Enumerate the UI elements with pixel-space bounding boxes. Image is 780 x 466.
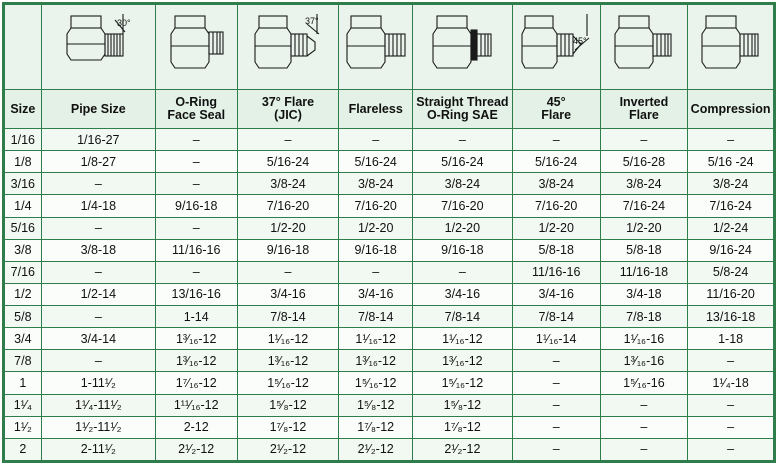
cell-pipe-size: 1/4-18 (41, 195, 155, 217)
pipe-fitting-icon (63, 10, 133, 84)
cell-compression: – (688, 438, 774, 460)
cell-size: 1/16 (5, 129, 42, 151)
column-header-straight-thread-oring-sae: Straight Thread O-Ring SAE (412, 90, 512, 129)
table-row (5, 217, 774, 239)
cell-flareless: 1³⁄₁₆-12 (339, 350, 412, 372)
table-row (5, 283, 774, 305)
cell-flareless: 1/2-20 (339, 217, 412, 239)
column-header-inverted-flare: Inverted Flare (600, 90, 688, 129)
thread-size-rows (5, 129, 774, 461)
icon-cell (41, 5, 155, 90)
cell-inverted-flare: 3/8-24 (600, 173, 688, 195)
cell-size: 5/16 (5, 217, 42, 239)
cell-flareless: 7/16-20 (339, 195, 412, 217)
cell-size: 3/8 (5, 239, 42, 261)
cell-compression: 11/16-20 (688, 283, 774, 305)
svg-text:45°: 45° (573, 36, 587, 46)
cell-37-flare: 3/4-16 (237, 283, 339, 305)
cell-size: 1 (5, 372, 42, 394)
cell-flareless: 7/8-14 (339, 306, 412, 328)
cell-oring-face-seal: – (155, 129, 237, 151)
table-row (5, 328, 774, 350)
cell-oring-face-seal: 1³⁄₁₆-12 (155, 350, 237, 372)
cell-45-flare: 1/2-20 (512, 217, 600, 239)
table-row (5, 261, 774, 283)
column-header-compression: Compression (688, 90, 774, 129)
icon-cell (600, 5, 688, 90)
cell-pipe-size: – (41, 217, 155, 239)
cell-oring-face-seal: 1⁷⁄₁₆-12 (155, 372, 237, 394)
cell-flareless: – (339, 261, 412, 283)
table-row (5, 239, 774, 261)
straight-thread-oring-fitting-icon (427, 10, 497, 84)
cell-size: 1/2 (5, 283, 42, 305)
cell-45-flare: 3/4-16 (512, 283, 600, 305)
cell-size: 3/4 (5, 328, 42, 350)
cell-inverted-flare: – (600, 438, 688, 460)
table-row (5, 438, 774, 460)
table-row (5, 151, 774, 173)
cell-37-flare: 9/16-18 (237, 239, 339, 261)
cell-pipe-size: 1-11¹⁄₂ (41, 372, 155, 394)
cell-flareless: 1⁵⁄₁₆-12 (339, 372, 412, 394)
column-header-row (5, 90, 774, 129)
cell-inverted-flare: – (600, 129, 688, 151)
cell-compression: 1¹⁄₄-18 (688, 372, 774, 394)
cell-size: 1/4 (5, 195, 42, 217)
cell-oring-face-seal: – (155, 173, 237, 195)
cell-compression: – (688, 350, 774, 372)
cell-oring-face-seal: – (155, 151, 237, 173)
cell-straight-thread-oring-sae: 1⁵⁄₁₆-12 (412, 372, 512, 394)
table-row (5, 195, 774, 217)
icon-cell (512, 5, 600, 90)
cell-flareless: 1⁷⁄₈-12 (339, 416, 412, 438)
table-row (5, 372, 774, 394)
cell-37-flare: 1³⁄₁₆-12 (237, 350, 339, 372)
cell-37-flare: 1⁵⁄₈-12 (237, 394, 339, 416)
oring-face-seal-fitting-icon (161, 10, 231, 84)
table-row (5, 129, 774, 151)
cell-inverted-flare: 1³⁄₁₆-16 (600, 350, 688, 372)
cell-pipe-size: 3/4-14 (41, 328, 155, 350)
cell-inverted-flare: – (600, 394, 688, 416)
table-row (5, 350, 774, 372)
cell-inverted-flare: 3/4-18 (600, 283, 688, 305)
cell-compression: 1-18 (688, 328, 774, 350)
cell-inverted-flare: 11/16-18 (600, 261, 688, 283)
flare-45-fitting-icon (521, 10, 591, 84)
cell-straight-thread-oring-sae: 2¹⁄₂-12 (412, 438, 512, 460)
icon-cell (339, 5, 412, 90)
column-header-size: Size (5, 90, 42, 129)
cell-37-flare: 1⁵⁄₁₆-12 (237, 372, 339, 394)
cell-45-flare: – (512, 416, 600, 438)
cell-45-flare: 5/16-24 (512, 151, 600, 173)
cell-pipe-size: 3/8-18 (41, 239, 155, 261)
cell-37-flare: 5/16-24 (237, 151, 339, 173)
cell-45-flare: – (512, 372, 600, 394)
flare-37-fitting-icon (253, 10, 323, 84)
thread-size-chart (2, 2, 776, 463)
cell-size: 1¹⁄₄ (5, 394, 42, 416)
cell-37-flare: 7/16-20 (237, 195, 339, 217)
cell-flareless: 3/4-16 (339, 283, 412, 305)
cell-37-flare: 1/2-20 (237, 217, 339, 239)
cell-flareless: – (339, 129, 412, 151)
cell-37-flare: 1¹⁄₁₆-12 (237, 328, 339, 350)
cell-37-flare: – (237, 129, 339, 151)
flareless-fitting-icon (341, 10, 411, 84)
cell-compression: 5/16 -24 (688, 151, 774, 173)
cell-pipe-size: – (41, 350, 155, 372)
inverted-flare-fitting-icon (609, 10, 679, 84)
cell-compression: 9/16-24 (688, 239, 774, 261)
cell-straight-thread-oring-sae: – (412, 129, 512, 151)
cell-inverted-flare: 1¹⁄₁₆-16 (600, 328, 688, 350)
cell-45-flare: 7/16-20 (512, 195, 600, 217)
cell-inverted-flare: 1/2-20 (600, 217, 688, 239)
cell-pipe-size: 1/8-27 (41, 151, 155, 173)
cell-37-flare: 7/8-14 (237, 306, 339, 328)
table-row (5, 394, 774, 416)
svg-text:37°: 37° (304, 16, 319, 26)
cell-flareless: 9/16-18 (339, 239, 412, 261)
cell-pipe-size: 1/2-14 (41, 283, 155, 305)
cell-45-flare: 1¹⁄₁₆-14 (512, 328, 600, 350)
cell-oring-face-seal: 2¹⁄₂-12 (155, 438, 237, 460)
column-header-45-flare: 45° Flare (512, 90, 600, 129)
cell-compression: 1/2-24 (688, 217, 774, 239)
cell-45-flare: 7/8-14 (512, 306, 600, 328)
cell-straight-thread-oring-sae: 3/8-24 (412, 173, 512, 195)
cell-straight-thread-oring-sae: – (412, 261, 512, 283)
cell-flareless: 1¹⁄₁₆-12 (339, 328, 412, 350)
cell-compression: – (688, 394, 774, 416)
svg-text:30°: 30° (117, 18, 131, 28)
cell-45-flare: 3/8-24 (512, 173, 600, 195)
cell-oring-face-seal: 13/16-16 (155, 283, 237, 305)
cell-straight-thread-oring-sae: 9/16-18 (412, 239, 512, 261)
cell-inverted-flare: 7/16-24 (600, 195, 688, 217)
cell-compression: 3/8-24 (688, 173, 774, 195)
cell-size: 1/8 (5, 151, 42, 173)
cell-flareless: 1⁵⁄₈-12 (339, 394, 412, 416)
icon-cell (412, 5, 512, 90)
cell-straight-thread-oring-sae: 3/4-16 (412, 283, 512, 305)
cell-straight-thread-oring-sae: 5/16-24 (412, 151, 512, 173)
cell-pipe-size: – (41, 261, 155, 283)
cell-inverted-flare: 1⁵⁄₁₆-16 (600, 372, 688, 394)
cell-compression: 13/16-18 (688, 306, 774, 328)
cell-45-flare: – (512, 394, 600, 416)
cell-size: 5/8 (5, 306, 42, 328)
cell-compression: – (688, 129, 774, 151)
column-header-flareless: Flareless (339, 90, 412, 129)
cell-oring-face-seal: 1¹¹⁄₁₆-12 (155, 394, 237, 416)
cell-oring-face-seal: – (155, 217, 237, 239)
blank-corner-cell (5, 5, 42, 90)
cell-flareless: 2¹⁄₂-12 (339, 438, 412, 460)
cell-oring-face-seal: 1-14 (155, 306, 237, 328)
cell-straight-thread-oring-sae: 1/2-20 (412, 217, 512, 239)
cell-inverted-flare: 7/8-18 (600, 306, 688, 328)
cell-45-flare: – (512, 129, 600, 151)
cell-straight-thread-oring-sae: 1⁷⁄₈-12 (412, 416, 512, 438)
cell-inverted-flare: 5/8-18 (600, 239, 688, 261)
cell-oring-face-seal: 9/16-18 (155, 195, 237, 217)
cell-pipe-size: 1¹⁄₂-11¹⁄₂ (41, 416, 155, 438)
cell-straight-thread-oring-sae: 1⁵⁄₈-12 (412, 394, 512, 416)
cell-pipe-size: 2-11¹⁄₂ (41, 438, 155, 460)
cell-pipe-size: – (41, 173, 155, 195)
cell-size: 1¹⁄₂ (5, 416, 42, 438)
icon-cell (237, 5, 339, 90)
cell-flareless: 3/8-24 (339, 173, 412, 195)
icon-cell (155, 5, 237, 90)
cell-pipe-size: 1/16-27 (41, 129, 155, 151)
table-row (5, 306, 774, 328)
cell-oring-face-seal: 1³⁄₁₆-12 (155, 328, 237, 350)
thread-size-table (4, 4, 774, 461)
cell-37-flare: 1⁷⁄₈-12 (237, 416, 339, 438)
column-header-oring-face-seal: O-Ring Face Seal (155, 90, 237, 129)
column-header-37-flare: 37° Flare (JIC) (237, 90, 339, 129)
cell-oring-face-seal: – (155, 261, 237, 283)
cell-inverted-flare: – (600, 416, 688, 438)
cell-straight-thread-oring-sae: 1¹⁄₁₆-12 (412, 328, 512, 350)
cell-45-flare: – (512, 350, 600, 372)
cell-45-flare: – (512, 438, 600, 460)
cell-flareless: 5/16-24 (339, 151, 412, 173)
fitting-icons-row (5, 5, 774, 90)
cell-45-flare: 11/16-16 (512, 261, 600, 283)
cell-inverted-flare: 5/16-28 (600, 151, 688, 173)
cell-compression: 5/8-24 (688, 261, 774, 283)
cell-size: 2 (5, 438, 42, 460)
cell-oring-face-seal: 11/16-16 (155, 239, 237, 261)
cell-size: 7/8 (5, 350, 42, 372)
cell-45-flare: 5/8-18 (512, 239, 600, 261)
table-row (5, 416, 774, 438)
cell-37-flare: – (237, 261, 339, 283)
cell-compression: 7/16-24 (688, 195, 774, 217)
icon-cell (688, 5, 774, 90)
cell-oring-face-seal: 2-12 (155, 416, 237, 438)
cell-compression: – (688, 416, 774, 438)
cell-size: 7/16 (5, 261, 42, 283)
column-header-pipe-size: Pipe Size (41, 90, 155, 129)
cell-37-flare: 3/8-24 (237, 173, 339, 195)
table-row (5, 173, 774, 195)
cell-size: 3/16 (5, 173, 42, 195)
cell-37-flare: 2¹⁄₂-12 (237, 438, 339, 460)
cell-pipe-size: – (41, 306, 155, 328)
cell-straight-thread-oring-sae: 7/8-14 (412, 306, 512, 328)
cell-straight-thread-oring-sae: 1³⁄₁₆-12 (412, 350, 512, 372)
cell-pipe-size: 1¹⁄₄-11¹⁄₂ (41, 394, 155, 416)
compression-fitting-icon (696, 10, 766, 84)
cell-straight-thread-oring-sae: 7/16-20 (412, 195, 512, 217)
